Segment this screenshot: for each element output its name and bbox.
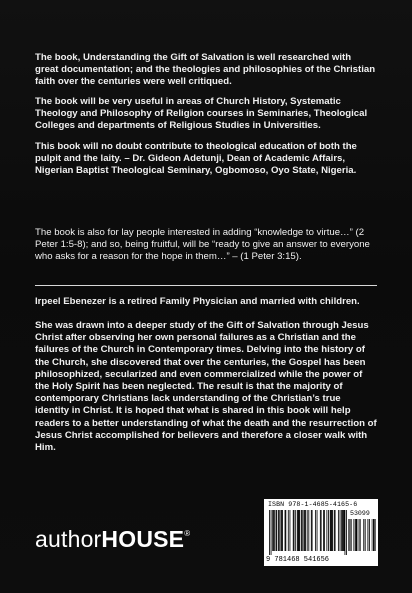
barcode-bar xyxy=(299,510,300,551)
addon-barcode-bars xyxy=(348,519,376,555)
isbn-barcode xyxy=(264,499,378,566)
barcode-bar xyxy=(344,510,345,551)
barcode-bar xyxy=(369,519,370,551)
barcode-bar xyxy=(328,510,329,551)
barcode-bar xyxy=(298,510,299,551)
review-paragraph-2: The book will be very useful in areas of Church History, Systematic Theology and Philosophy of Religion courses in Seminaries, Theological Colleges and departments of Religious Studies in Universities. xyxy=(35,96,368,132)
barcode-bar xyxy=(364,519,365,551)
barcode-bar xyxy=(323,510,324,551)
barcode-bar xyxy=(350,519,351,551)
barcode-bar xyxy=(288,510,289,551)
barcode-bar xyxy=(369,519,370,551)
barcode-bar xyxy=(321,510,322,551)
publisher-logo-part1: author xyxy=(35,526,102,552)
barcode-bar xyxy=(338,510,339,551)
barcode-bar xyxy=(341,510,342,551)
barcode-bar xyxy=(285,510,286,551)
barcode-bar xyxy=(358,519,359,551)
barcode-bar xyxy=(334,510,335,551)
divider-line xyxy=(35,285,377,286)
barcode-bar xyxy=(335,510,336,551)
barcode-bar xyxy=(295,510,296,551)
barcode-bar xyxy=(278,510,279,551)
barcode-bar xyxy=(330,510,331,551)
barcode-bar xyxy=(324,510,325,551)
barcode-bar xyxy=(307,510,308,551)
barcode-bar xyxy=(346,510,347,555)
barcode-bar xyxy=(308,510,309,551)
barcode-bar xyxy=(332,510,333,551)
price-code: 53099 xyxy=(350,510,370,517)
barcode-bar xyxy=(304,510,305,551)
barcode-bar xyxy=(312,510,313,551)
barcode-bar xyxy=(355,519,356,551)
barcode-bar xyxy=(375,519,376,551)
barcode-bar xyxy=(359,519,360,551)
audience-paragraph: The book is also for lay people interested in adding “knowledge to virtue…” (2 Peter 1:5-8); and so, being fruitful, will be “ready to give an answer to everyone who asks for a reason for the hope in them…” – (1 Peter 3:15). xyxy=(35,227,370,263)
barcode-bar xyxy=(356,519,357,551)
ean-digits: 9 781468 541656 xyxy=(266,556,330,564)
barcode-bar xyxy=(373,519,374,551)
barcode-bar xyxy=(320,510,321,551)
author-story: She was drawn into a deeper study of the Gift of Salvation through Jesus Christ after observing her own personal failures as a Christian and the failures of the Church in Contemporary times. Delving into the history of the Church, she discovered that over the centuries, the Gospel has been philosophized, secularized and even commercialized while the power of the Holy Spirit has been neglected. The result is that the majority of contemporary Christians lack understanding of the Christian’s true identity in Christ. It is hoped that what is shared in this book will help readers to a better understanding of what the death and the resurrection of Jesus Christ accomplished for believers and therefore a closer walk with Him. xyxy=(35,320,377,454)
barcode-bar xyxy=(301,510,302,551)
barcode-bar xyxy=(303,510,304,551)
barcode-bar xyxy=(317,510,318,551)
publisher-logo xyxy=(35,526,190,553)
barcode-bar xyxy=(355,519,356,551)
ean13-barcode-bars xyxy=(269,510,347,555)
barcode-bar xyxy=(274,510,275,551)
barcode-bar xyxy=(282,510,283,551)
trademark-symbol: ® xyxy=(184,529,191,538)
barcode-bar xyxy=(331,510,332,551)
barcode-bar xyxy=(326,510,327,551)
barcode-bar xyxy=(349,519,350,551)
review-paragraph-3: This book will no doubt contribute to theological education of both the pulpit and the laity. – Dr. Gideon Adetunji, Dean of Academic Affairs, Nigerian Baptist Theological Seminary, Ogbomoso, Oyo State, Nigeria. xyxy=(35,141,357,177)
review-paragraph-1: The book, Understanding the Gift of Salvation is well researched with great documentation; and the theologies and philosophies of the Christian faith over the centuries were well critiqued. xyxy=(35,52,376,88)
barcode-bar xyxy=(374,519,375,551)
barcode-bar xyxy=(372,519,373,551)
barcode-bar xyxy=(374,519,375,551)
barcode-bar xyxy=(281,510,282,551)
barcode-bar xyxy=(272,510,273,551)
barcode-bar xyxy=(353,519,354,551)
barcode-bar xyxy=(365,519,366,551)
barcode-bar xyxy=(363,519,364,551)
barcode-bar xyxy=(340,510,341,551)
barcode-bar xyxy=(367,519,368,551)
barcode-bar xyxy=(343,510,344,551)
barcode-bar xyxy=(273,510,274,551)
barcode-bar xyxy=(311,510,312,551)
barcode-bar xyxy=(269,510,270,555)
barcode-bar xyxy=(276,510,277,551)
barcode-bar xyxy=(290,510,291,551)
barcode-bar xyxy=(315,510,316,551)
barcode-bar xyxy=(351,519,352,551)
isbn-text: ISBN 978-1-4685-4165-6 xyxy=(268,501,358,508)
barcode-bar xyxy=(280,510,281,551)
barcode-bar xyxy=(305,510,306,551)
barcode-bar xyxy=(279,510,280,551)
barcode-bar xyxy=(293,510,294,551)
barcode-bar xyxy=(360,519,361,551)
barcode-bar xyxy=(345,510,346,555)
barcode-bar xyxy=(299,510,300,551)
author-bio: Irpeel Ebenezer is a retired Family Physician and married with children. xyxy=(35,296,360,307)
barcode-bar xyxy=(271,510,272,555)
barcode-bar xyxy=(348,519,349,551)
barcode-bar xyxy=(285,510,286,551)
barcode-bar xyxy=(297,510,298,551)
barcode-bar xyxy=(302,510,303,551)
publisher-logo-part2: HOUSE xyxy=(101,526,185,552)
barcode-bar xyxy=(331,510,332,551)
barcode-bar xyxy=(276,510,277,551)
barcode-bar xyxy=(294,510,295,551)
barcode-bar xyxy=(342,510,343,551)
barcode-bar xyxy=(357,519,358,551)
